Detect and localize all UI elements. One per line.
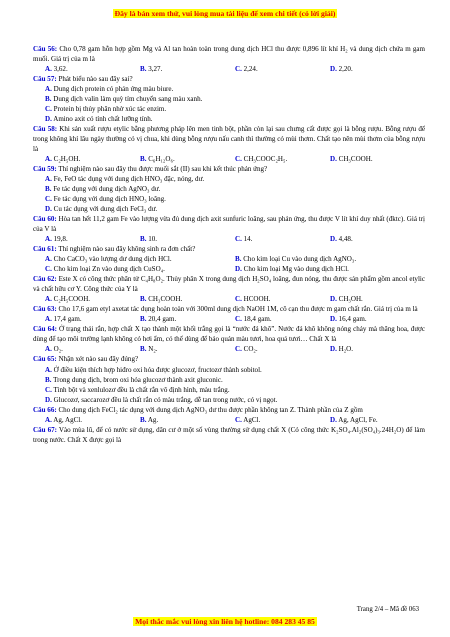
answer-options xyxy=(33,294,425,304)
question-58: Câu 58: Khi sản xuất rượu etylic bằng phương pháp lên men tinh bột, phần còn lại sau chưng cất được gọi là bỗng rượu. Bỗng rượu để trong không khí lâu ngày thường có vị chua, khi dùng bỗng rượu nấu canh thì thường có mùi thơm. Chất tạo nên mùi thơm của bỗng rượu là xyxy=(33,125,426,154)
option-b: B. 10. xyxy=(140,235,158,244)
option-c: C. 18,4 gam. xyxy=(235,315,272,324)
question-number: Câu 56: xyxy=(33,45,58,53)
answer-options xyxy=(33,234,425,244)
option-b: B. Ag. xyxy=(140,415,159,424)
preview-banner-text: Đây là bản xem thử, vui lòng mua tài liệu để xem chi tiết (có lời giải) xyxy=(114,9,336,18)
option-c: C. 14. xyxy=(235,235,253,244)
option-b: B. Fe tác dụng với dung dịch AgNO₃ dư. xyxy=(45,185,161,194)
answer-options xyxy=(33,254,425,264)
option-d: D. CH₃COOH. xyxy=(330,155,373,164)
question-60: Câu 60: Hòa tan hết 11,2 gam Fe vào lượng vừa đủ dung dịch axit sunfuric loãng, sau phản ứng, thu được V lít khí duy nhất (đktc). Giá trị của V là xyxy=(33,215,425,234)
option-a: A. Fe, FeO tác dụng với dung dịch HNO₃ đặc, nóng, dư. xyxy=(45,175,205,184)
option-b: B. N₂. xyxy=(140,345,158,354)
question-56 xyxy=(33,44,425,64)
question-66: Câu 66: Cho dung dịch FeCl₂ tác dụng với dung dịch AgNO₃ dư thu được phần không tan Z. Thành phần của Z gồm xyxy=(33,405,363,414)
option-d: D. 4,48. xyxy=(330,235,353,244)
option-a: A. 17,4 gam. xyxy=(45,315,82,324)
option-c: C. Cho kim loại Zn vào dung dịch CuSO₄. xyxy=(45,265,165,274)
option-b: B. Dung dịch valin làm quỳ tím chuyển sang màu xanh. xyxy=(45,95,203,104)
option-a: A. Ở điều kiện thích hợp hiđro oxi hóa được glucozơ, fructozơ thành sobitol. xyxy=(45,365,262,374)
option-c: C. CH₃COOC₂H₅. xyxy=(235,155,288,164)
option-c: C. Tinh bột và xenlulozơ đều là chất rắn vô định hình, màu trắng. xyxy=(45,385,230,394)
option-d: D. 16,4 gam. xyxy=(330,315,367,324)
answer-options xyxy=(33,154,425,164)
option-b: B. 3,27. xyxy=(140,65,163,74)
option-b: B. Cho kim loại Cu vào dung dịch AgNO₃. xyxy=(235,255,357,264)
option-d: D. 2,20. xyxy=(330,65,353,74)
hotline-footer xyxy=(0,617,450,626)
option-a: A. C₂H₅COOH. xyxy=(45,295,91,304)
option-d: D. Cho kim loại Mg vào dung dịch HCl. xyxy=(235,265,349,274)
question-65: Câu 65: Nhận xét nào sau đây đúng? xyxy=(33,355,139,364)
option-c: C. 2,24. xyxy=(235,65,258,74)
option-b: B. Trong dung dịch, brom oxi hóa glucozơ thành axit gluconic. xyxy=(45,375,223,384)
hotline-text: Mọi thắc mắc vui lòng xin liên hệ hotline: 084 283 45 85 xyxy=(135,617,315,626)
option-b: B. CH₃COOH. xyxy=(140,295,183,304)
question-61: Câu 61: Thí nghiệm nào sau đây không sinh ra đơn chất? xyxy=(33,245,196,254)
option-c: C. HCOOH. xyxy=(235,295,271,304)
preview-banner xyxy=(0,9,450,18)
option-d: D. CH₃OH. xyxy=(330,295,363,304)
option-d: D. Cu tác dụng với dung dịch FeCl₃ dư. xyxy=(45,205,158,214)
answer-options xyxy=(33,314,425,324)
answer-options xyxy=(33,344,425,354)
question-63: Câu 63: Cho 17,6 gam etyl axetat tác dụng hoàn toàn với 300ml dung dịch NaOH 1M, cô cạn thu được m gam chất rắn. Giá trị của m là xyxy=(33,305,418,314)
option-c: C. Fe tác dụng với dung dịch HNO₃ loãng. xyxy=(45,195,166,204)
answer-options xyxy=(33,84,425,124)
option-c: C. AgCl. xyxy=(235,415,261,424)
answer-options xyxy=(33,64,425,74)
option-a: A. O₂. xyxy=(45,345,63,354)
answer-options xyxy=(33,174,425,214)
question-64: Câu 64: Ở trạng thái rắn, hợp chất X tạo thành một khối trắng gọi là “nước đá khô”. Nước đá khô không nóng chảy mà thăng hoa, được dùng để tạo môi trường lạnh không có hơi ẩm, có thể dùng để bảo quản màu tươi, hoa quả tươi… Chất X là xyxy=(33,325,426,344)
question-list xyxy=(33,44,425,445)
option-a: A. Ag, AgCl. xyxy=(45,415,83,424)
option-a: A. Dung dịch protein có phản ứng màu biure. xyxy=(45,85,174,94)
option-a: A. 19,8. xyxy=(45,235,68,244)
option-b: B. C₆H₁₂O₆. xyxy=(140,155,175,164)
question-text: Cho 0,78 gam hỗn hợp gồm Mg và Al tan hoàn toàn trong dung dịch HCl thu được 0,896 lít khí H₂ và dung dịch chứa m gam muối. Giá trị của m là xyxy=(33,45,426,64)
option-a: A. Cho CaCO₃ vào lượng dư dung dịch HCl. xyxy=(45,255,172,264)
option-d: D. Ag, AgCl, Fe. xyxy=(330,415,378,424)
option-b: B. 20,4 gam. xyxy=(140,315,177,324)
page-number: Trang 2/4 – Mã đề 063 xyxy=(356,606,419,613)
question-57: Câu 57: Phát biểu nào sau đây sai? xyxy=(33,75,133,84)
answer-options xyxy=(33,365,425,405)
answer-options xyxy=(33,264,425,274)
option-d: D. Glucozơ, saccarozơ đều là chất rắn có màu trắng, dễ tan trong nước, có vị ngọt. xyxy=(45,395,278,404)
question-62: Câu 62: Este X có công thức phân tử C₄H₈O₂. Thủy phân X trong dung dịch H₂SO₄ loãng, đun nóng, thu được sản phẩm gồm ancol etylic và chất hữu cơ Y. Công thức của Y là xyxy=(33,275,425,294)
option-c: C. CO₂. xyxy=(235,345,258,354)
answer-options xyxy=(33,415,425,425)
question-67: Câu 67: Vào mùa lũ, để có nước sử dụng, dân cư ở một số vùng thường sử dụng chất X (Có công thức K₂SO₄.Al₂(SO₄)₃.24H₂O) để làm trong nước. Chất X được gọi là xyxy=(33,425,426,444)
option-a: A. 3,62. xyxy=(45,65,68,74)
option-c: C. Protein bị thủy phân nhờ xúc tác enzim. xyxy=(45,105,167,114)
option-d: D. Amino axit có tính chất lưỡng tính. xyxy=(45,115,153,124)
option-a: A. C₂H₅OH. xyxy=(45,155,81,164)
question-59: Câu 59: Thí nghiệm nào sau đây thu được muối sắt (II) sau khi kết thúc phản ứng? xyxy=(33,165,268,174)
option-d: D. H₂O. xyxy=(330,345,354,354)
